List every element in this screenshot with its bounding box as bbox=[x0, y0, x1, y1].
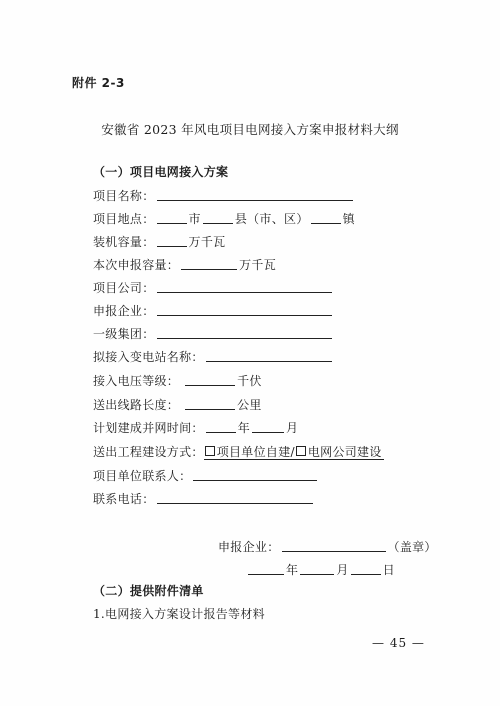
project-location-row bbox=[93, 211, 355, 227]
county-suffix: 县（市、区） bbox=[234, 212, 309, 226]
city-blank bbox=[157, 211, 187, 224]
signature-row bbox=[218, 539, 437, 555]
voltage-level-row bbox=[93, 373, 262, 389]
date-year-suffix: 年 bbox=[286, 563, 299, 577]
project-name-row bbox=[93, 188, 355, 204]
contact-phone-row bbox=[93, 491, 315, 507]
project-name-blank bbox=[157, 188, 353, 201]
grid-month-blank bbox=[252, 420, 284, 433]
substation-row bbox=[93, 349, 334, 365]
applicant-blank bbox=[157, 303, 332, 316]
construction-method-row bbox=[93, 444, 384, 460]
page-number: — 45 — bbox=[372, 636, 425, 650]
project-company-row bbox=[93, 280, 334, 296]
date-month-suffix: 月 bbox=[336, 563, 349, 577]
line-length-unit: 公里 bbox=[237, 398, 262, 412]
installed-capacity-blank bbox=[157, 234, 187, 247]
grid-month-suffix: 月 bbox=[286, 421, 299, 435]
parent-group-row bbox=[93, 326, 334, 342]
installed-capacity-row bbox=[93, 234, 225, 250]
construction-method-options bbox=[204, 445, 384, 460]
date-year-blank bbox=[248, 562, 284, 575]
contact-person-row bbox=[93, 468, 319, 484]
declared-capacity-blank bbox=[181, 257, 237, 270]
grid-year-suffix: 年 bbox=[237, 421, 251, 435]
voltage-level-unit: 千伏 bbox=[237, 374, 262, 388]
declared-capacity-row bbox=[93, 257, 276, 273]
contact-phone-blank bbox=[157, 491, 313, 504]
applicant-row bbox=[93, 303, 334, 319]
project-name-label: 项目名称： bbox=[93, 189, 155, 203]
contact-person-label: 项目单位联系人： bbox=[93, 469, 192, 483]
contact-person-blank bbox=[193, 468, 317, 481]
voltage-level-blank bbox=[185, 373, 235, 386]
parent-group-blank bbox=[157, 326, 332, 339]
project-company-blank bbox=[157, 280, 332, 293]
town-suffix: 镇 bbox=[342, 212, 355, 226]
parent-group-label: 一级集团： bbox=[93, 327, 155, 341]
contact-phone-label: 联系电话： bbox=[93, 492, 155, 506]
option-separator: / bbox=[290, 445, 295, 459]
line-length-blank bbox=[185, 397, 235, 410]
signature-date-row bbox=[248, 562, 395, 578]
attachment-label: 附件 2-3 bbox=[72, 76, 125, 90]
section-1-heading: （一）项目电网接入方案 bbox=[93, 165, 229, 179]
project-company-label: 项目公司： bbox=[93, 281, 155, 295]
county-blank bbox=[203, 211, 233, 224]
town-blank bbox=[311, 211, 341, 224]
date-day-suffix: 日 bbox=[382, 563, 395, 577]
signature-label: 申报企业： bbox=[218, 540, 280, 554]
declared-capacity-unit: 万千瓦 bbox=[239, 258, 277, 272]
substation-blank bbox=[206, 349, 332, 362]
grid-connection-time-row bbox=[93, 420, 298, 436]
option-grid-company-build: 电网公司建设 bbox=[307, 445, 382, 459]
date-month-blank bbox=[300, 562, 334, 575]
seal-label: （盖章） bbox=[387, 540, 437, 554]
voltage-level-label: 接入电压等级： bbox=[93, 374, 180, 388]
city-suffix: 市 bbox=[188, 212, 201, 226]
checkbox-icon bbox=[296, 446, 306, 456]
installed-capacity-unit: 万千瓦 bbox=[188, 235, 226, 249]
installed-capacity-label: 装机容量： bbox=[93, 235, 155, 249]
option-self-build: 项目单位自建 bbox=[216, 445, 291, 459]
project-location-label: 项目地点： bbox=[93, 212, 155, 226]
grid-year-blank bbox=[206, 420, 236, 433]
checkbox-icon bbox=[205, 446, 215, 456]
applicant-label: 申报企业： bbox=[93, 304, 155, 318]
attachment-list-item: 1.电网接入方案设计报告等材料 bbox=[93, 607, 265, 621]
construction-method-label: 送出工程建设方式： bbox=[93, 445, 204, 459]
signature-blank bbox=[282, 539, 386, 552]
line-length-label: 送出线路长度： bbox=[93, 398, 180, 412]
date-day-blank bbox=[351, 562, 381, 575]
substation-label: 拟接入变电站名称： bbox=[93, 350, 204, 364]
section-2-heading: （二）提供附件清单 bbox=[93, 584, 204, 598]
document-title: 安徽省 2023 年风电项目电网接入方案申报材料大纲 bbox=[101, 122, 399, 137]
declared-capacity-label: 本次申报容量： bbox=[93, 258, 180, 272]
line-length-row bbox=[93, 397, 262, 413]
grid-connection-time-label: 计划建成并网时间： bbox=[93, 421, 204, 435]
